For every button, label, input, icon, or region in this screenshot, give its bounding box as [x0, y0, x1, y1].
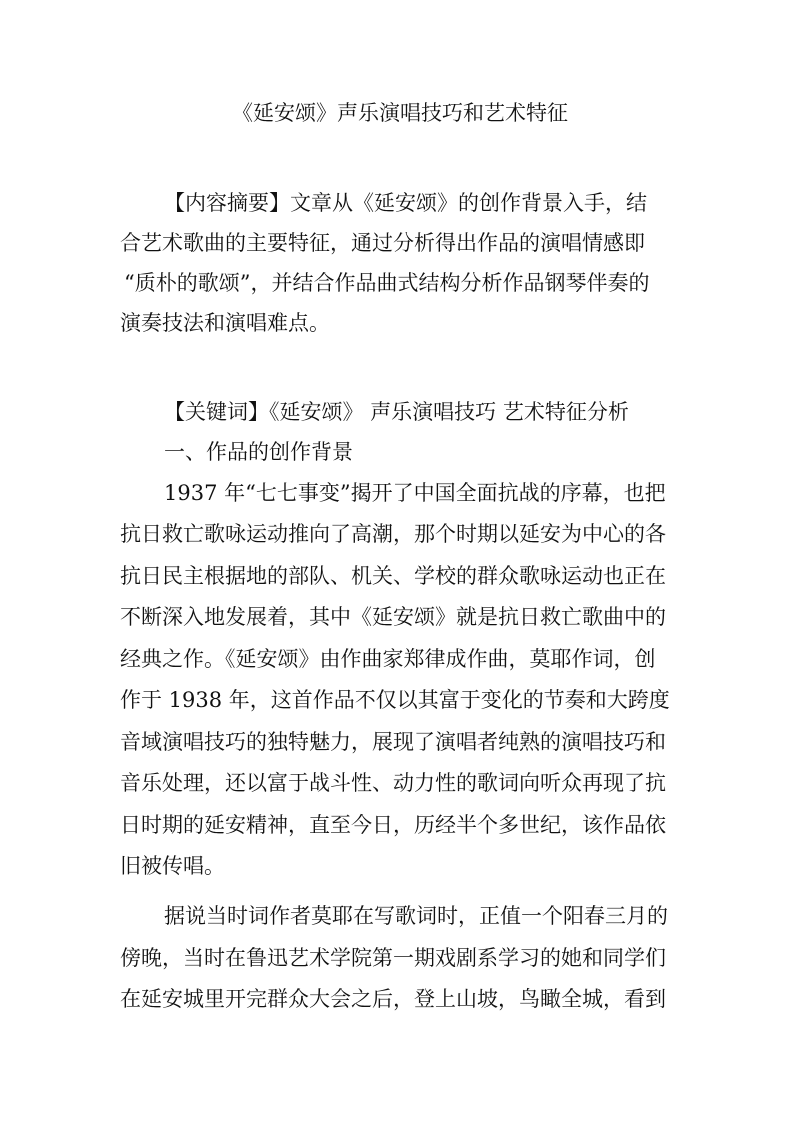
paragraph-line: 日时期的延安精神，直至今日，历经半个多世纪，该作品依	[120, 813, 666, 837]
paragraph-line: 1937 年“七七事变”揭开了中国全面抗战的序幕，也把	[164, 481, 666, 505]
paragraph-line: 据说当时词作者莫耶在写歌词时，正值一个阳春三月的	[164, 904, 668, 928]
paragraph-line: 旧被传唱。	[120, 854, 225, 878]
abstract-line: “质朴的歌颂”，并结合作品曲式结构分析作品钢琴伴奏的	[124, 271, 650, 295]
abstract-line: 合艺术歌曲的主要特征，通过分析得出作品的演唱情感即	[120, 231, 645, 255]
section-heading: 一、作品的创作背景	[164, 440, 353, 464]
paragraph-line: 不断深入地发展着，其中《延安颂》就是抗日救亡歌曲中的	[120, 605, 666, 629]
paragraph-line: 音域演唱技巧的独特魅力，展现了演唱者纯熟的演唱技巧和	[120, 730, 666, 754]
paragraph-line: 经典之作。《延安颂》由作曲家郑律成作曲，莫耶作词，创	[120, 647, 656, 671]
paragraph-line: 抗日救亡歌咏运动推向了高潮，那个时期以延安为中心的各	[120, 522, 666, 546]
paragraph-line: 抗日民主根据地的部队、机关、学校的群众歌咏运动也正在	[120, 564, 666, 588]
keywords-line: 【关键词】《延安颂》 声乐演唱技巧 艺术特征分析	[164, 400, 629, 424]
paragraph-line: 作于 1938 年，这首作品不仅以其富于变化的节奏和大跨度	[120, 688, 670, 712]
abstract-line: 【内容摘要】文章从《延安颂》的创作背景入手，结	[164, 191, 647, 215]
abstract-line: 演奏技法和演唱难点。	[120, 311, 330, 335]
paragraph-line: 在延安城里开完群众大会之后，登上山坡，鸟瞰全城，看到	[120, 987, 666, 1011]
paragraph-line: 傍晚，当时在鲁迅艺术学院第一期戏剧系学习的她和同学们	[120, 946, 666, 970]
document-title: 《延安颂》声乐演唱技巧和艺术特征	[232, 101, 568, 125]
paragraph-line: 音乐处理，还以富于战斗性、动力性的歌词向听众再现了抗	[120, 771, 666, 795]
